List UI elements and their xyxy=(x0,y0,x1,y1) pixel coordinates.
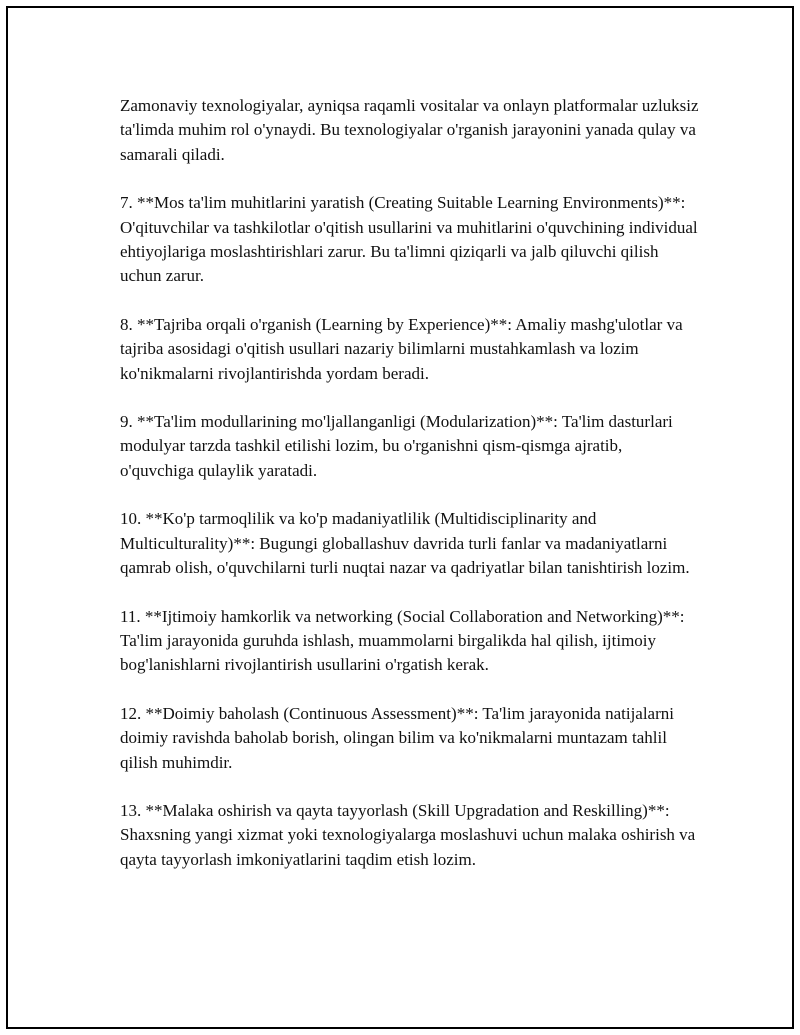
document-body xyxy=(120,94,700,896)
paragraph-item-9: 9. **Ta'lim modullarining mo'ljallanganligi (Modularization)**: Ta'lim dasturlari modulyar tarzda tashkil etilishi lozim, bu o'rganishni qism-qismga ajratib, o'quvchiga qulaylik yaratadi. xyxy=(120,412,673,480)
page-frame xyxy=(6,6,794,1029)
paragraph-item-7: 7. **Mos ta'lim muhitlarini yaratish (Creating Suitable Learning Environments)**: O'qituvchilar va tashkilotlar o'qitish usullarini va muhitlarini o'quvchining individual ehtiyojlariga moslashtirishlari zarur. Bu ta'limni qiziqarli va jalb qiluvchi qilish uchun zarur. xyxy=(120,193,698,286)
paragraph-item-11: 11. **Ijtimoiy hamkorlik va networking (Social Collaboration and Networking)**: Ta'lim jarayonida guruhda ishlash, muammolarni birgalikda hal qilish, ijtimoiy bog'lanishlarni rivojlantirish usullarini o'rgatish kerak. xyxy=(120,606,685,675)
paragraph-item-10: 10. **Ko'p tarmoqlilik va ko'p madaniyatlilik (Multidisciplinarity and Multiculturality)**: Bugungi globallashuv davrida turli fanlar va madaniyatlarni qamrab olish, o'quvchilarni turli nuqtai nazar va qadriyatlar bilan tanishtirish lozim. xyxy=(120,509,690,578)
paragraph-item-8: 8. **Tajriba orqali o'rganish (Learning by Experience)**: Amaliy mashg'ulotlar va tajriba asosidagi o'qitish usullari nazariy bilimlarni mustahkamlash va lozim ko'nikmalarni rivojlantirishda yordam beradi. xyxy=(120,314,683,383)
paragraph-item-12: 12. **Doimiy baholash (Continuous Assessment)**: Ta'lim jarayonida natijalarni doimiy ravishda baholab borish, olingan bilim va ko'nikmalarni muntazam tahlil qilish muhimdir. xyxy=(120,703,674,772)
paragraph-intro: Zamonaviy texnologiyalar, ayniqsa raqamli vositalar va onlayn platformalar uzluksiz ta'limda muhim rol o'ynaydi. Bu texnologiyalar o'rganish jarayonini yanada qulay va samarali qiladi. xyxy=(120,96,699,164)
paragraph-item-13: 13. **Malaka oshirish va qayta tayyorlash (Skill Upgradation and Reskilling)**: Shaxsning yangi xizmat yoki texnologiyalarga moslashuvi uchun malaka oshirish va qayta tayyorlash imkoniyatlarini taqdim etish lozim. xyxy=(120,800,696,869)
